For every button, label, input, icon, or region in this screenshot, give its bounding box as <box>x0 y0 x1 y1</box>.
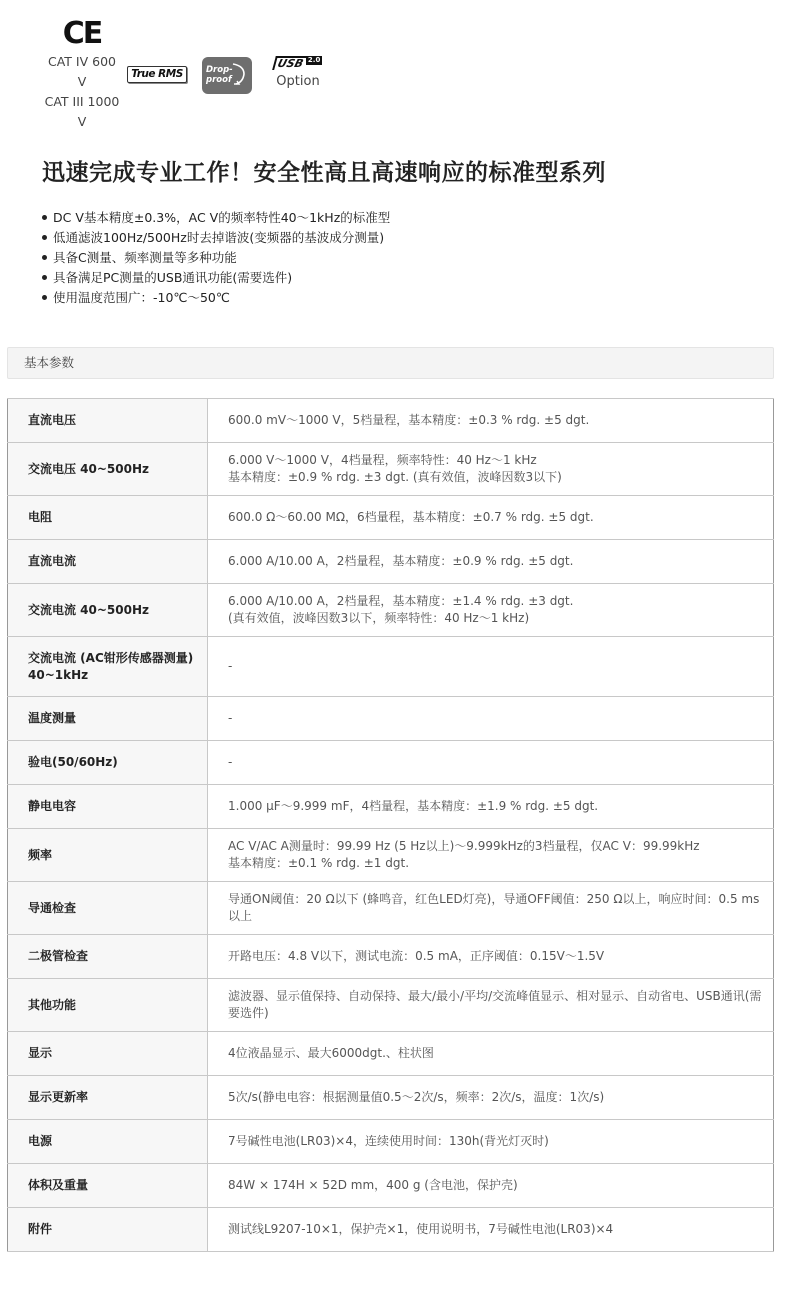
spec-row <box>8 637 774 697</box>
spec-value <box>208 637 774 697</box>
spec-value <box>208 882 774 935</box>
usb-logo-text: USB <box>272 56 307 70</box>
spec-value <box>208 979 774 1032</box>
feature-item <box>42 228 390 248</box>
spec-row <box>8 785 774 829</box>
spec-label: 温度测量 <box>8 697 208 741</box>
spec-value-line: - <box>228 659 233 673</box>
feature-item <box>42 208 390 228</box>
spec-value <box>208 1032 774 1076</box>
spec-row <box>8 979 774 1032</box>
spec-row <box>8 443 774 496</box>
usb-logo-icon <box>268 56 328 72</box>
bullet-icon <box>42 295 47 300</box>
spec-row <box>8 1164 774 1208</box>
ce-cat-badge <box>40 16 124 132</box>
spec-value <box>208 496 774 540</box>
drop-proof-line: proof <box>206 75 232 85</box>
true-rms-badge: True RMS <box>127 66 187 83</box>
spec-row <box>8 697 774 741</box>
spec-label: 附件 <box>8 1208 208 1252</box>
spec-value-line: 600.0 Ω～60.00 MΩ，6档量程，基本精度：±0.7 % rdg. ±5 dgt. <box>228 510 594 524</box>
cat-rating-line: CAT III 1000 <box>44 94 120 109</box>
feature-item <box>42 268 390 288</box>
spec-row <box>8 935 774 979</box>
bullet-icon <box>42 275 47 280</box>
spec-value <box>208 443 774 496</box>
spec-row <box>8 584 774 637</box>
spec-value-line: 84W × 174H × 52D mm，400 g (含电池，保护壳) <box>228 1178 518 1192</box>
section-header: 基本参数 <box>7 347 774 379</box>
spec-row <box>8 741 774 785</box>
spec-value-line: 5次/s(静电电容：根据测量值0.5～2次/s，频率：2次/s，温度：1次/s) <box>228 1090 605 1104</box>
spec-label: 交流电流 (AC钳形传感器测量) 40~1kHz <box>8 637 208 697</box>
spec-value <box>208 697 774 741</box>
spec-row <box>8 882 774 935</box>
spec-value-line: 4位液晶显示、最大6000dgt.、柱状图 <box>228 1046 434 1060</box>
usb-option-badge <box>268 56 328 91</box>
spec-label: 体积及重量 <box>8 1164 208 1208</box>
spec-value-line: 基本精度：±0.1 % rdg. ±1 dgt. <box>228 856 410 870</box>
spec-value <box>208 785 774 829</box>
spec-label: 交流电压 40~500Hz <box>8 443 208 496</box>
cat-rating-line: CAT IV 600 <box>48 54 116 69</box>
cat-rating-line: V <box>77 74 87 89</box>
spec-label: 显示 <box>8 1032 208 1076</box>
spec-value-line: 基本精度：±0.9 % rdg. ±3 dgt. (真有效值，波峰因数3以下) <box>228 470 562 484</box>
spec-value-line: 6.000 A/10.00 A，2档量程，基本精度：±1.4 % rdg. ±3 dgt. <box>228 594 574 608</box>
spec-value-line: 测试线L9207-10×1，保护壳×1，使用说明书，7号碱性电池(LR03)×4 <box>228 1222 614 1236</box>
spec-label: 验电(50/60Hz) <box>8 741 208 785</box>
usb-version: 2.0 <box>307 56 321 64</box>
certification-badges <box>40 16 360 136</box>
bullet-icon <box>42 215 47 220</box>
spec-row <box>8 1208 774 1252</box>
bullet-icon <box>42 255 47 260</box>
spec-row <box>8 1032 774 1076</box>
spec-table <box>7 398 774 1252</box>
spec-value <box>208 540 774 584</box>
spec-value-line: 7号碱性电池(LR03)×4，连续使用时间：130h(背光灯灭时) <box>228 1134 549 1148</box>
feature-text: 具备C测量、频率测量等多种功能 <box>53 250 237 265</box>
spec-label: 电源 <box>8 1120 208 1164</box>
spec-value-line: 6.000 A/10.00 A，2档量程，基本精度：±0.9 % rdg. ±5 dgt. <box>228 554 574 568</box>
spec-row <box>8 829 774 882</box>
spec-value-line: 600.0 mV～1000 V，5档量程，基本精度：±0.3 % rdg. ±5 dgt. <box>228 413 590 427</box>
spec-value-line: - <box>228 755 233 769</box>
page-headline: 迅速完成专业工作！安全性高且高速响应的标准型系列 <box>42 160 606 186</box>
spec-label: 其他功能 <box>8 979 208 1032</box>
spec-label: 静电电容 <box>8 785 208 829</box>
spec-value <box>208 1164 774 1208</box>
spec-value-line: 1.000 μF～9.999 mF，4档量程，基本精度：±1.9 % rdg. ±5 dgt. <box>228 799 599 813</box>
ce-mark-icon: CE <box>62 16 102 51</box>
spec-value-line: 开路电压：4.8 V以下，测试电流：0.5 mA，正序阈值：0.15V～1.5V <box>228 949 605 963</box>
spec-row <box>8 1120 774 1164</box>
feature-list <box>42 208 390 308</box>
spec-label: 交流电流 40~500Hz <box>8 584 208 637</box>
feature-text: 低通滤波100Hz/500Hz时去掉谐波(变频器的基波成分测量) <box>53 230 385 245</box>
spec-value-line: 导通ON阈值：20 Ω以下 (蜂鸣音，红色LED灯亮)，导通OFF阈值：250 Ω以上，响应时间：0.5 ms以上 <box>228 892 760 923</box>
spec-row <box>8 399 774 443</box>
spec-label: 导通检查 <box>8 882 208 935</box>
falling-device-icon <box>230 62 247 86</box>
feature-item <box>42 288 390 308</box>
spec-value <box>208 1120 774 1164</box>
spec-value <box>208 1208 774 1252</box>
spec-row <box>8 540 774 584</box>
spec-value <box>208 935 774 979</box>
cat-rating-line: V <box>77 114 87 129</box>
spec-label: 频率 <box>8 829 208 882</box>
spec-label: 显示更新率 <box>8 1076 208 1120</box>
feature-text: 使用温度范围广：-10℃～50℃ <box>53 290 230 305</box>
spec-label: 直流电压 <box>8 399 208 443</box>
drop-proof-line: Drop- <box>206 65 233 75</box>
feature-text: 具备满足PC测量的USB通讯功能(需要选件) <box>53 270 293 285</box>
spec-value-line: 6.000 V～1000 V，4档量程，频率特性：40 Hz～1 kHz <box>228 453 537 467</box>
spec-value-line: 滤波器、显示值保持、自动保持、最大/最小/平均/交流峰值显示、相对显示、自动省电、USB通讯(需要选件) <box>228 989 762 1020</box>
spec-row <box>8 1076 774 1120</box>
spec-value <box>208 584 774 637</box>
drop-proof-badge <box>202 57 252 94</box>
feature-text: DC V基本精度±0.3%，AC V的频率特性40～1kHz的标准型 <box>53 210 391 225</box>
spec-label: 直流电流 <box>8 540 208 584</box>
spec-value <box>208 741 774 785</box>
spec-value-line: - <box>228 711 233 725</box>
spec-label: 电阻 <box>8 496 208 540</box>
spec-value <box>208 399 774 443</box>
spec-label: 二极管检查 <box>8 935 208 979</box>
spec-value <box>208 1076 774 1120</box>
bullet-icon <box>42 235 47 240</box>
spec-value-line: (真有效值，波峰因数3以下，频率特性：40 Hz～1 kHz) <box>228 611 530 625</box>
spec-row <box>8 496 774 540</box>
spec-value-line: AC V/AC A测量时：99.99 Hz (5 Hz以上)～9.999kHz的3档量程，仅AC V：99.99kHz <box>228 839 700 853</box>
feature-item <box>42 248 390 268</box>
spec-value <box>208 829 774 882</box>
usb-option-label: Option <box>276 74 320 89</box>
